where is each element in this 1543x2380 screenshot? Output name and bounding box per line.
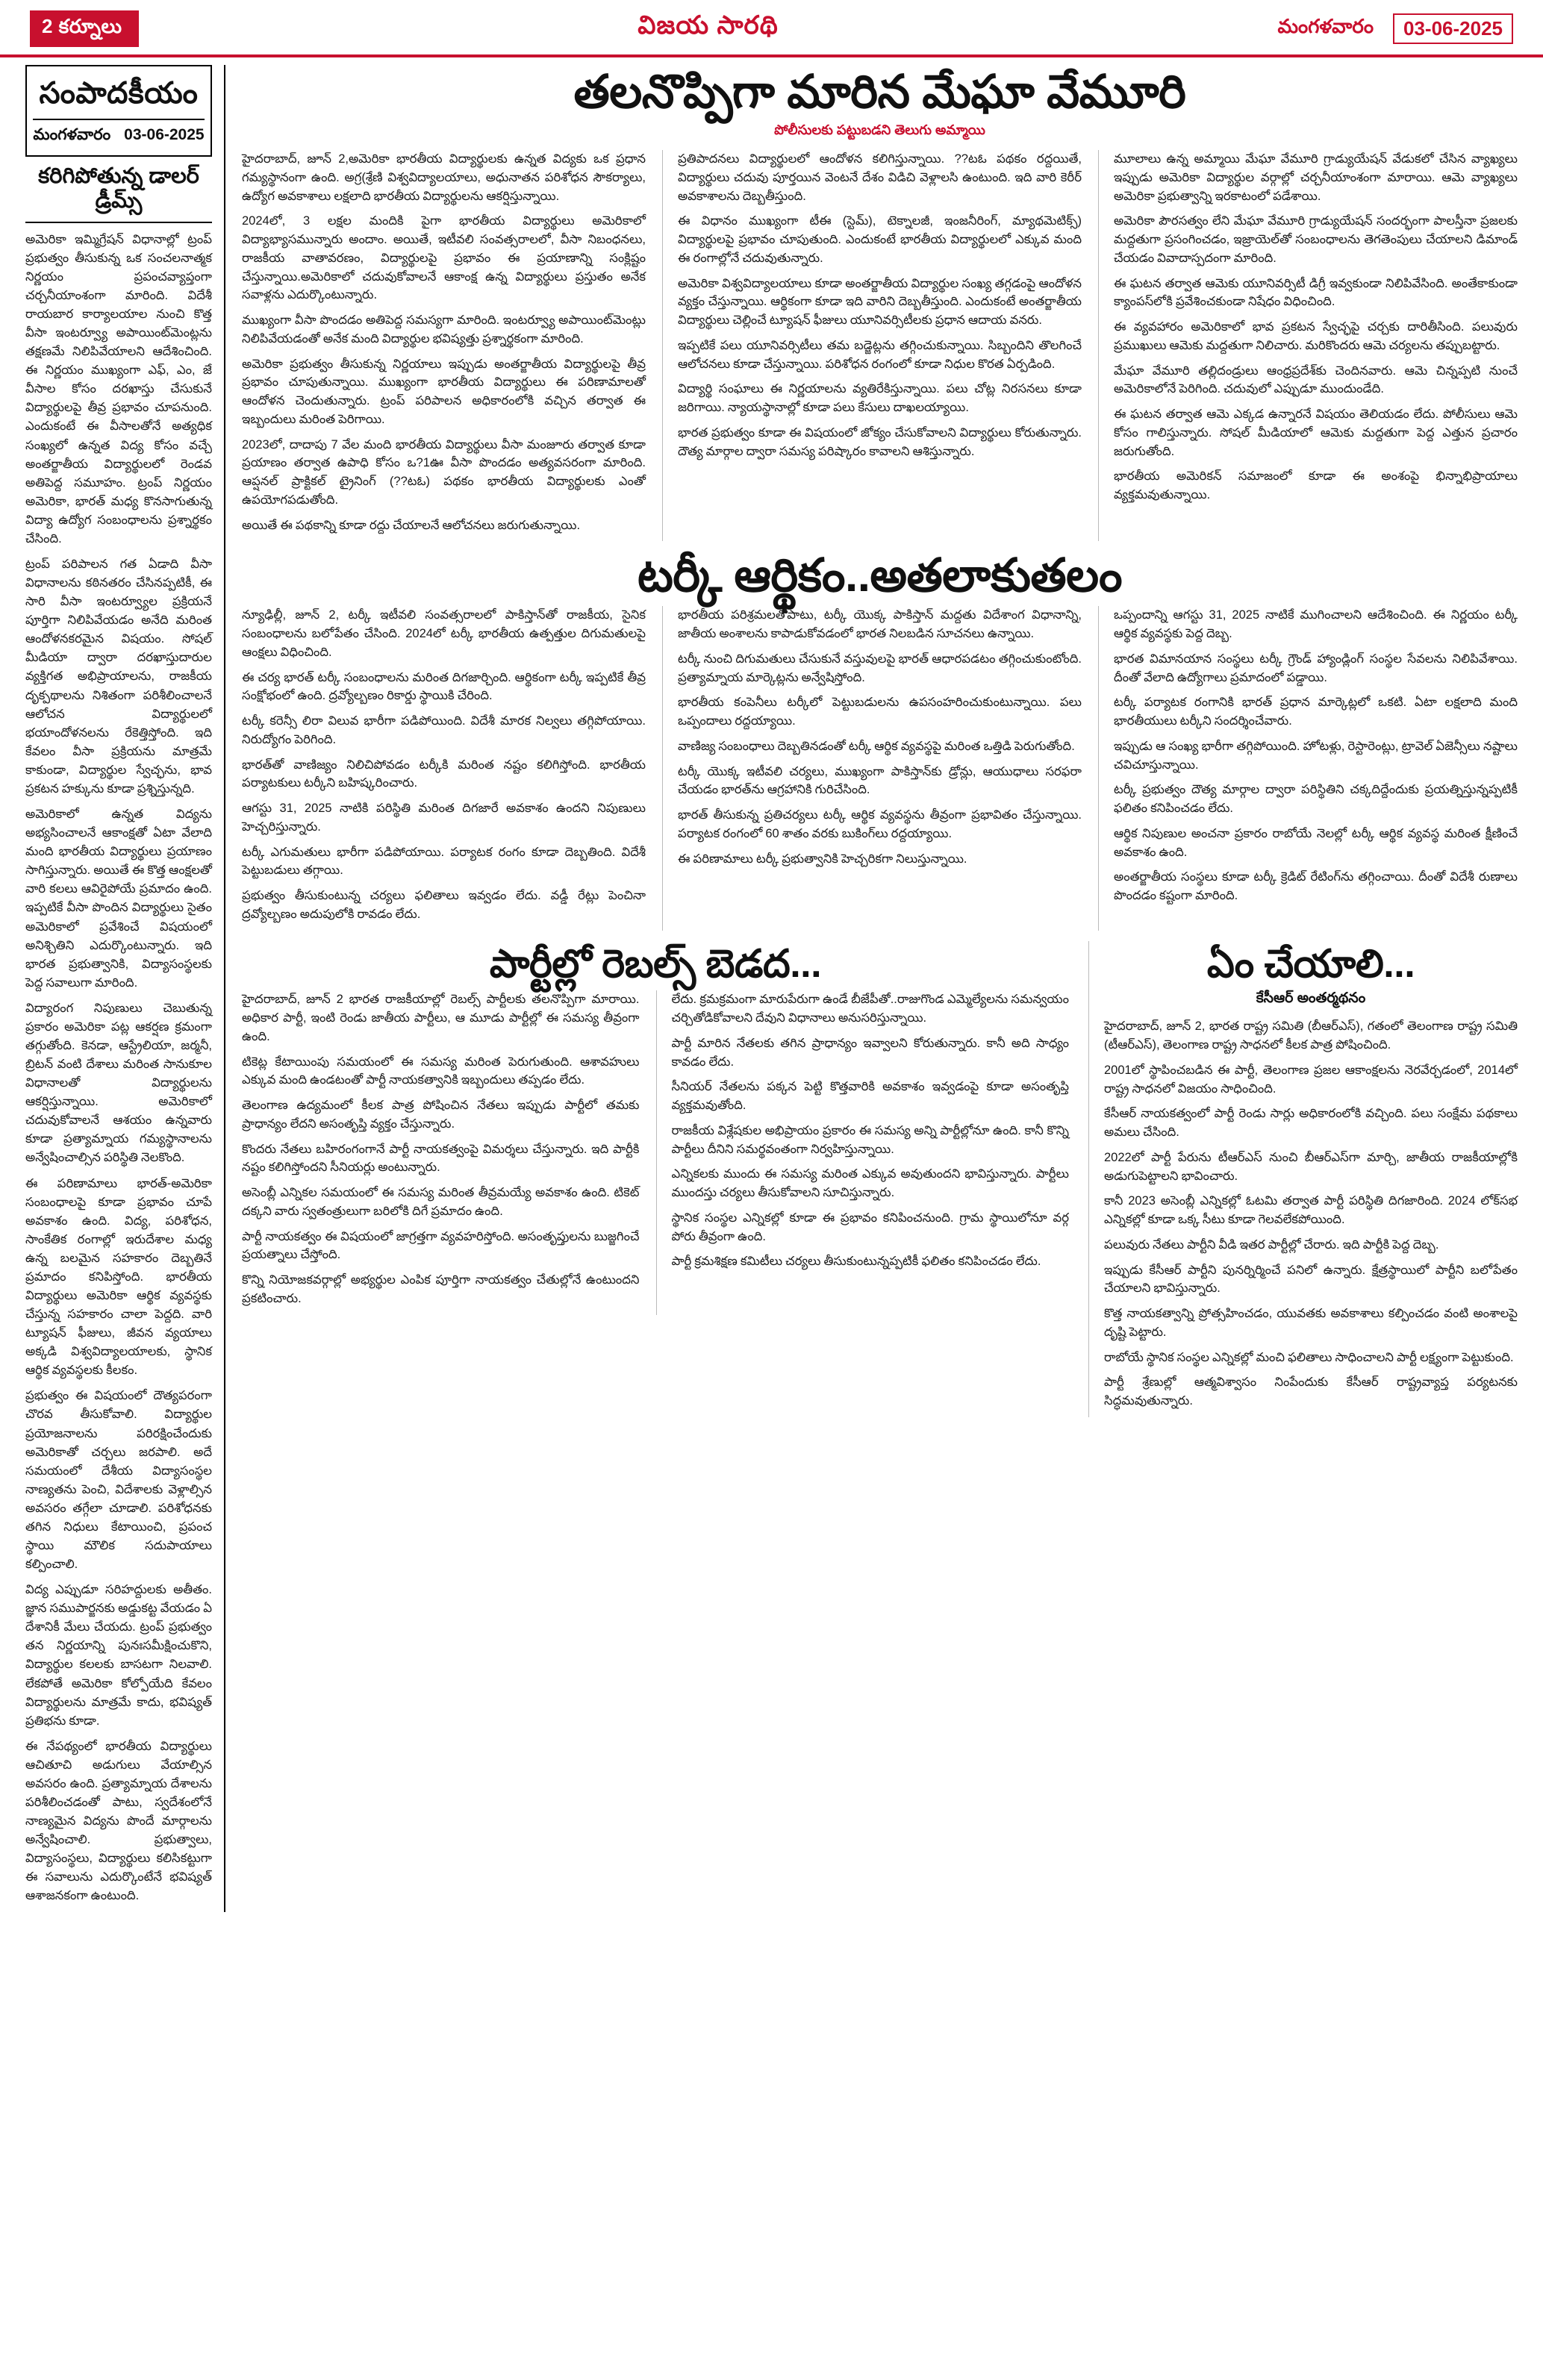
editorial-paragraph: ఈ పరిణామాలు భారత్‌-అమెరికా సంబంధాలపై కూడా ప్రభావం చూపే అవకాశం ఉంది. విద్య, పరిశోధన, సాంకేతిక రంగాల్లో ఇరుదేశాల మధ్య ఉన్న బలమైన సహకారం దెబ్బతినే ప్రమాదం కనిపిస్తోంది. భారతీయ విద్యార్థులు అమెరికా ఆర్థిక వ్యవస్థకు చేస్తున్న సహకారం చాలా పెద్దది. వారి ట్యూషన్ ఫీజులు, జీవన వ్యయాలు అక్కడి విశ్వవిద్యాలయాలకు, స్థానిక ఆర్థిక వ్యవస్థలకు కీలకం. xyxy=(25,1176,212,1378)
paragraph: 2022లో పార్టీ పేరును టీఆర్ఎస్ నుంచి బీఆర్ఎస్‌గా మార్చి, జాతీయ రాజకీయాల్లోకి అడుగుపెట్టాలని భావించారు. xyxy=(1104,1150,1518,1183)
masthead-date: 03-06-2025 xyxy=(1393,13,1513,44)
paragraph: విద్యార్థి సంఘాలు ఈ నిర్ణయాలను వ్యతిరేకిస్తున్నాయి. పలు చోట్ల నిరసనలు కూడా జరిగాయి. న్యాయస్థానాల్లో కూడా పలు కేసులు దాఖలయ్యాయి. xyxy=(678,382,1082,415)
paragraph: ముఖ్యంగా వీసా పొందడం అతిపెద్ద సమస్యగా మారింది. ఇంటర్వ్యూ అపాయింట్‌మెంట్లు నిలిపివేయడంతో అనేక మంది విద్యార్థుల భవిష్యత్తు ప్రశ్నార్థకంగా మారింది. xyxy=(242,313,646,346)
paragraph: టర్కీ కరెన్సీ లిరా విలువ భారీగా పడిపోయింది. విదేశీ మారక నిల్వలు తగ్గిపోయాయి. నిరుద్యోగం పెరిగింది. xyxy=(242,714,646,746)
paragraph: న్యూఢిల్లీ, జూన్ 2, టర్కీ ఇటీవలి సంవత్సరాలలో పాకిస్తాన్‌తో రాజకీయ, సైనిక సంబంధాలను బలోపేతం చేసింది. 2024లో టర్కీ భారతీయ ఉత్పత్తుల దిగుమతులపై ఆంక్షలు విధించింది. xyxy=(242,608,646,659)
paragraph: పార్టీ క్రమశిక్షణ కమిటీలు చర్యలు తీసుకుంటున్నప్పటికీ ఫలితం కనిపించడం లేదు. xyxy=(671,1255,1041,1269)
story4-headline: ఏం చేయాలి... xyxy=(1206,942,1415,986)
editorial-body xyxy=(25,231,212,1906)
editorial-date: 03-06-2025 xyxy=(124,126,205,143)
editorial-weekday: మంగళవారం xyxy=(33,126,111,143)
paragraph: టర్కీ ఎగుమతులు భారీగా పడిపోయాయి. పర్యాటక రంగం కూడా దెబ్బతింది. విదేశీ పెట్టుబడులు తగ్గాయి. xyxy=(242,845,646,878)
story1-column-1 xyxy=(242,150,646,541)
page-number-label: 2 కర్నూలు xyxy=(30,10,139,47)
story3-column-2 xyxy=(656,990,1070,1314)
story2-column-3 xyxy=(1098,606,1518,930)
paragraph: తెలంగాణ ఉద్యమంలో కీలక పాత్ర పోషించిన నేతలు ఇప్పుడు పార్టీలో తమకు ప్రాధాన్యం లేదని అసంతృప్తి వ్యక్తం చేస్తున్నారు. xyxy=(242,1099,640,1131)
paragraph: ఒప్పందాన్ని ఆగస్టు 31, 2025 నాటికే ముగించాలని ఆదేశించింది. ఈ నిర్ణయం టర్కీ ఆర్థిక వ్యవస్థకు పెద్ద దెబ్బ. xyxy=(1114,608,1518,641)
paragraph: ప్రభుత్వం తీసుకుంటున్న చర్యలు ఫలితాలు ఇవ్వడం లేదు. వడ్డీ రేట్లు పెంచినా ద్రవ్యోల్బణం అదుపులోకి రావడం లేదు. xyxy=(242,889,646,921)
paragraph: హైదరాబాద్, జూన్ 2 భారత రాజకీయాల్లో రెబల్స్ పార్టీలకు తలనొప్పిగా మారాయి. అధికార పార్టీ, ఇంటి రెండు జాతీయ పార్టీలు, ఆ మూడు పార్టీల్లో ఈ సమస్య తీవ్రంగా ఉంది. xyxy=(242,993,640,1043)
paragraph: ఆర్థిక నిపుణుల అంచనా ప్రకారం రాబోయే నెలల్లో టర్కీ ఆర్థిక వ్యవస్థ మరింత క్షీణించే అవకాశం ఉంది. xyxy=(1114,826,1518,859)
paragraph: భారత్‌తో వాణిజ్యం నిలిచిపోవడం టర్కీకి మరింత నష్టం కలిగిస్తోంది. భారతీయ పర్యాటకులు టర్కీని బహిష్కరించారు. xyxy=(242,758,646,790)
editorial-paragraph: అమెరికాలో ఉన్నత విద్యను అభ్యసించాలనే ఆకాంక్షతో ఏటా వేలాది మంది భారతీయ విద్యార్థులు ప్రయాణం సాగిస్తున్నారు. అయితే ఈ కొత్త ఆంక్షలతో వారి కలలు ఆవిరైపోయే ప్రమాదం ఉంది. ఇప్పటికే వీసా పొందిన విద్యార్థులు సైతం అమెరికాలో ప్రవేశించే విషయంలో అనిశ్చితిని ఎదుర్కొంటున్నారు. ఇది భారత ప్రభుత్వానికి, విద్యాసంస్థలకు పెద్ద సవాలుగా మారింది. xyxy=(25,808,212,990)
page-content xyxy=(0,57,1543,1934)
editorial-rail xyxy=(25,65,225,1912)
story3-column-1 xyxy=(242,990,640,1314)
main-column-area xyxy=(225,65,1518,1912)
paragraph: ఈ వ్యవహారం అమెరికాలో భావ ప్రకటన స్వేచ్ఛపై చర్చకు దారితీసింది. పలువురు ప్రముఖులు ఆమెకు మద్దతుగా నిలిచారు. మరికొందరు ఆమె చర్యలను తప్పుబట్టారు. xyxy=(1114,320,1518,352)
story-kcr xyxy=(1088,941,1518,1417)
paragraph: కానీ 2023 అసెంబ్లీ ఎన్నికల్లో ఓటమి తర్వాత పార్టీ పరిస్థితి దిగజారింది. 2024 లోక్‌సభ ఎన్నికల్లో కూడా ఒక్క సీటు కూడా గెలవలేకపోయింది. xyxy=(1104,1194,1518,1227)
paragraph: హైదరాబాద్, జూన్ 2,అమెరికా భారతీయ విద్యార్థులకు ఉన్నత విద్యకు ఒక ప్రధాన గమ్యస్థానంగా ఉంది. అగ్ర(శ్రేణి విశ్వవిద్యాలయాలు, అధునాతన పరిశోధన సౌకర్యాలు, ఉద్యోగ అవకాశాలు లక్షలాది భారతీయ విద్యార్థులను ఆకర్షిస్తున్నాయి. xyxy=(242,152,646,203)
paragraph: భారతీయ కంపెనీలు టర్కీలో పెట్టుబడులను ఉపసంహరించుకుంటున్నాయి. పలు ఒప్పందాలు రద్దయ్యాయి. xyxy=(678,696,1082,728)
story-turkey-economy xyxy=(242,552,1518,930)
paragraph: ఇప్పుడు కేసీఆర్ పార్టీని పునర్నిర్మించే పనిలో ఉన్నారు. క్షేత్రస్థాయిలో పార్టీని బలోపేతం చేయాలని భావిస్తున్నారు. xyxy=(1104,1263,1518,1296)
paragraph: కొందరు నేతలు బహిరంగంగానే పార్టీ నాయకత్వంపై విమర్శలు చేస్తున్నారు. ఇది పార్టీకి నష్టం కలిగిస్తోందని సీనియర్లు అంటున్నారు. xyxy=(242,1142,640,1175)
story1-columns xyxy=(242,150,1518,541)
editorial-masthead-box xyxy=(25,65,212,157)
paragraph: టర్కీ నుంచి దిగుమతులు చేసుకునే వస్తువులపై భారత్ ఆధారపడటం తగ్గించుకుంటోంది. ప్రత్యామ్నాయ మార్కెట్లను అన్వేషిస్తోంది. xyxy=(678,652,1082,684)
paragraph: హైదరాబాద్, జూన్ 2, భారత రాష్ట్ర సమితి (బీఆర్ఎస్), గతంలో తెలంగాణ రాష్ట్ర సమితి (టీఆర్ఎస్), తెలంగాణ రాష్ట్ర సాధనలో కీలక పాత్ర పోషించింది. xyxy=(1104,1019,1518,1052)
editorial-paragraph: విద్య ఎప్పుడూ సరిహద్దులకు అతీతం. జ్ఞాన సముపార్జనకు అడ్డుకట్ట వేయడం ఏ దేశానికీ మేలు చేయదు. ట్రంప్ ప్రభుత్వం తన నిర్ణయాన్ని పునఃసమీక్షించుకొని, విద్యార్థుల కలలకు బాసటగా నిలవాలి. లేకపోతే అమెరికా కోల్పోయేది కేవలం విద్యార్థులను మాత్రమే కాదు, భవిష్యత్ ప్రతిభను కూడా. xyxy=(25,1583,212,1728)
paragraph: ఈ చర్య భారత్‌ టర్కీ సంబంధాలను మరింత దిగజార్చింది. ఆర్థికంగా టర్కీ ఇప్పటికే తీవ్ర సంక్షోభంలో ఉంది. ద్రవ్యోల్బణం రికార్డు స్థాయికి చేరింది. xyxy=(242,670,646,703)
story4-column-1 xyxy=(1104,1017,1518,1411)
paragraph: రాజకీయ విశ్లేషకుల అభిప్రాయం ప్రకారం ఈ సమస్య అన్ని పార్టీల్లోనూ ఉంది. కానీ కొన్ని పార్టీలు దీనిని సమర్థవంతంగా నిర్వహిస్తున్నాయి. xyxy=(671,1123,1069,1156)
story-rebels xyxy=(242,941,1069,1417)
paragraph: ఇప్పటికే పలు యూనివర్సిటీలు తమ బడ్జెట్లను తగ్గించుకున్నాయి. సిబ్బందిని తొలగించే ఆలోచనలు కూడా చేస్తున్నాయి. పరిశోధన రంగంలో కూడా నిధుల కొరత ఏర్పడింది. xyxy=(678,338,1082,371)
bottom-stories xyxy=(242,941,1518,1417)
paragraph: అమెరికా ప్రభుత్వం తీసుకున్న నిర్ణయాలు ఇప్పుడు అంతర్జాతీయ విద్యార్థులపై తీవ్ర ప్రభావం చూపుతున్నాయి. ముఖ్యంగా భారతీయ విద్యార్థులు ఈ పరిణామాలతో ఆందోళన చెందుతున్నారు. ట్రంప్ పరిపాలన అధికారంలోకి వచ్చిన తర్వాత ఈ ఇబ్బందులు మరింత పెరిగాయి. xyxy=(242,357,646,426)
paragraph: అయితే ఈ పథకాన్ని కూడా రద్దు చేయాలనే ఆలోచనలు జరుగుతున్నాయి. xyxy=(242,518,581,532)
editorial-date-line xyxy=(33,126,205,148)
paragraph: పార్టీ నాయకత్వం ఈ విషయంలో జాగ్రత్తగా వ్యవహరిస్తోంది. అసంతృప్తులను బుజ్జగించే ప్రయత్నాలు చేస్తోంది. xyxy=(242,1229,640,1262)
paragraph: ఆగస్టు 31, 2025 నాటికి పరిస్థితి మరింత దిగజారే అవకాశం ఉందని నిపుణులు హెచ్చరిస్తున్నారు. xyxy=(242,802,646,834)
editorial-paragraph: ట్రంప్ పరిపాలన గత ఏడాది వీసా విధానాలను కఠినతరం చేసినప్పటికీ, ఈ సారి వీసా ఇంటర్వ్యూల ప్రక్రియనే పూర్తిగా నిలిపివేయడం అనేది మరింత ఆందోళనకరమైన విషయం. సోషల్ మీడియా ద్వారా దరఖాస్తుదారుల వ్యక్తిగత అభిప్రాయాలను, రాజకీయ దృక్పథాలను నిశితంగా పరిశీలించాలనే ఆలోచన విద్యార్థులలో భయాందోళనలను రేకెత్తిస్తోంది. ఇది కేవలం వీసా ప్రక్రియను మాత్రమే కాకుండా, విద్యార్థుల స్వేచ్ఛను, భావ ప్రకటన హక్కును కూడా ప్రశ్నిస్తున్నది. xyxy=(25,557,212,796)
paragraph: కేసీఆర్ నాయకత్వంలో పార్టీ రెండు సార్లు అధికారంలోకి వచ్చింది. పలు సంక్షేమ పథకాలు అమలు చేసింది. xyxy=(1104,1107,1518,1140)
paragraph: భారత ప్రభుత్వం కూడా ఈ విషయంలో జోక్యం చేసుకోవాలని విద్యార్థులు కోరుతున్నారు. దౌత్య మార్గాల ద్వారా సమస్య పరిష్కారం కావాలని ఆశిస్తున్నారు. xyxy=(678,425,1082,458)
paragraph: ఈ విధానం ముఖ్యంగా టీఈ (స్టెమ్), టెక్నాలజీ, ఇంజనీరింగ్, మ్యాథమెటిక్స్) విద్యార్థులపై ప్రభావం చూపుతుంది. ఎందుకంటే భారతీయ విద్యార్థులలో ఎక్కువ మంది ఈ రంగాల్లోనే చదువుతున్నారు. xyxy=(678,214,1082,265)
paragraph: ఈ ఘటన తర్వాత ఆమె ఎక్కడ ఉన్నారనే విషయం తెలియడం లేదు. పోలీసులు ఆమె కోసం గాలిస్తున్నారు. సోషల్ మీడియాలో ఆమెకు మద్దతుగా పెద్ద ఎత్తున ప్రచారం జరుగుతోంది. xyxy=(1114,407,1518,458)
paragraph: రాబోయే స్థానిక సంస్థల ఎన్నికల్లో మంచి ఫలితాలు సాధించాలని పార్టీ లక్ష్యంగా పెట్టుకుంది. xyxy=(1104,1350,1514,1364)
paragraph: సీనియర్ నేతలను పక్కన పెట్టి కొత్తవారికి అవకాశం ఇవ్వడంపై కూడా అసంతృప్తి వ్యక్తమవుతోంది. xyxy=(671,1080,1069,1113)
paragraph: ప్రతిపాదనలు విద్యార్థులలో ఆందోళన కలిగిస్తున్నాయి. ??టఓ పథకం రద్దయితే, విద్యార్థులు చదువు పూర్తయిన వెంటనే దేశం విడిచి వెళ్లాలసి ఉంటుంది. ఇది వారి కెరీర్ అవకాశాలను దెబ్బతీస్తుంది. xyxy=(678,152,1082,203)
paragraph: కొత్త నాయకత్వాన్ని ప్రోత్సహించడం, యువతకు అవకాశాలు కల్పించడం వంటి అంశాలపై దృష్టి పెట్టారు. xyxy=(1104,1307,1518,1339)
paragraph: లేదు. క్రమక్రమంగా మారుపేరుగా ఉండే బీజేపీతో..రాజుగొండ ఎమ్మెల్యేలను సమన్వయం చర్చితోడికోవాలని దేవుని విధానాలు అనుసరిస్తున్నాయి. xyxy=(671,993,1069,1025)
paragraph: మేఘా వేమూరి తల్లిదండ్రులు ఆంధ్రప్రదేశ్‌కు చెందినవారు. ఆమె చిన్నప్పటి నుంచే అమెరికాలోనే పెరిగింది. చదువులో ఎప్పుడూ ముందుండేది. xyxy=(1114,363,1518,396)
paragraph: కొన్ని నియోజకవర్గాల్లో అభ్యర్థుల ఎంపిక పూర్తిగా నాయకత్వం చేతుల్లోనే ఉంటుందని ప్రకటించారు. xyxy=(242,1273,640,1305)
divider xyxy=(33,119,205,120)
paragraph: ఈ ఘటన తర్వాత ఆమెకు యూనివర్సిటీ డిగ్రీ ఇవ్వకుండా నిలిపివేసింది. అంతేకాకుండా క్యాంపస్‌లోకి ప్రవేశించకుండా నిషేధం విధించింది. xyxy=(1114,276,1518,309)
paragraph: అమెరికా పౌరసత్వం లేని మేఘా వేమూరి గ్రాడ్యుయేషన్ సందర్భంగా పాలస్తీనా ప్రజలకు మద్దతుగా ప్రసంగించడం, ఇజ్రాయెల్‌తో సంబంధాలను తెగతెంపులు చేయాలని డిమాండ్ చేయడం వివాదాస్పదంగా మారింది. xyxy=(1114,214,1518,265)
paragraph: భారత విమానయాన సంస్థలు టర్కీ గ్రౌండ్ హ్యాండ్లింగ్ సంస్థల సేవలను నిలిపివేశాయి. దీంతో వేలాది ఉద్యోగాలు ప్రమాదంలో పడ్డాయి. xyxy=(1114,652,1518,684)
paragraph: భారతీయ పరిశ్రమలతోపాటు, టర్కీ యొక్క పాకిస్తాన్ మద్దతు విదేశాంగ విధానాన్ని, జాతీయ అంశాలను కాపాడుకోవడంలో భారత నిలబడిన సూచనలు ఉన్నాయి. xyxy=(678,608,1082,641)
editorial-title: సంపాదకీయం xyxy=(39,77,199,110)
story1-column-3 xyxy=(1098,150,1518,541)
paragraph: పార్టీ మారిన నేతలకు తగిన ప్రాధాన్యం ఇవ్వాలని కోరుతున్నారు. కానీ అది సాధ్యం కావడం లేదు. xyxy=(671,1036,1069,1069)
paragraph: స్థానిక సంస్థల ఎన్నికల్లో కూడా ఈ ప్రభావం కనిపించనుంది. గ్రామ స్థాయిలోనూ వర్గ పోరు తీవ్రంగా ఉంది. xyxy=(671,1211,1069,1243)
paragraph: ఎన్నికలకు ముందు ఈ సమస్య మరింత ఎక్కువ అవుతుందని భావిస్తున్నారు. పార్టీలు ముందస్తు చర్యలు తీసుకోవాలని సూచిస్తున్నారు. xyxy=(671,1167,1069,1200)
story3-columns xyxy=(242,990,1069,1314)
paragraph: అంతర్జాతీయ సంస్థలు కూడా టర్కీ క్రెడిట్ రేటింగ్‌ను తగ్గించాయి. దీంతో విదేశీ రుణాలు పొందడం కష్టంగా మారింది. xyxy=(1114,870,1518,903)
editorial-paragraph: ఈ నేపథ్యంలో భారతీయ విద్యార్థులు ఆచితూచి అడుగులు వేయాల్సిన అవసరం ఉంది. ప్రత్యామ్నాయ దేశాలను పరిశీలించడంతో పాటు, స్వదేశంలోనే నాణ్యమైన విద్యను పొందే మార్గాలను అన్వేషించాలి. ప్రభుత్వాలు, విద్యాసంస్థలు, విద్యార్థులు కలిసికట్టుగా ఈ సవాలును ఎదుర్కొంటేనే భవిష్యత్ ఆశాజనకంగా ఉంటుంది. xyxy=(25,1739,212,1903)
paragraph: భారత్ తీసుకున్న ప్రతిచర్యలు టర్కీ ఆర్థిక వ్యవస్థను తీవ్రంగా ప్రభావితం చేస్తున్నాయి. పర్యాటక రంగంలో 60 శాతం వరకు బుకింగ్‌లు రద్దయ్యాయి. xyxy=(678,808,1082,840)
story3-headline: పార్టీల్లో రెబల్స్ బెడద... xyxy=(489,942,822,986)
paragraph: టర్కీ పర్యాటక రంగానికి భారత్ ప్రధాన మార్కెట్లలో ఒకటి. ఏటా లక్షలాది మంది భారతీయులు టర్కీని సందర్శించేవారు. xyxy=(1114,696,1518,728)
masthead-date-group xyxy=(1278,13,1513,44)
story4-byline: కేసీఆర్ అంతర్మథనం xyxy=(1256,990,1366,1007)
paragraph: 2024లో, 3 లక్షల మందికి పైగా భారతీయ విద్యార్థులు అమెరికాలో విద్యాభ్యాసమున్నారు అందాం. అయితే, ఇటీవలి సంవత్సరాలలో, వీసా నిబంధనలు, రాజకీయ వాతావరణం, విద్యార్థులపై ప్రభావం ఈ ప్రయాణాన్ని సంక్లిష్టం చేస్తున్నాయి.అమెరికాలో చదువుకోవాలనే ఆకాంక్ష ఉన్న విద్యార్థులు ప్రస్తుతం అనేక సవాళ్లను ఎదుర్కొంటున్నారు. xyxy=(242,214,646,302)
paragraph: టర్కీ ప్రభుత్వం దౌత్య మార్గాల ద్వారా పరిస్థితిని చక్కదిద్దేందుకు ప్రయత్నిస్తున్నప్పటికీ ఫలితం కనిపించడం లేదు. xyxy=(1114,783,1518,816)
paragraph: భారతీయ అమెరికన్ సమాజంలో కూడా ఈ అంశంపై భిన్నాభిప్రాయాలు వ్యక్తమవుతున్నాయి. xyxy=(1114,469,1518,502)
editorial-paragraph: ప్రభుత్వం ఈ విషయంలో దౌత్యపరంగా చొరవ తీసుకోవాలి. విద్యార్థుల ప్రయోజనాలను పరిరక్షించేందుకు అమెరికాతో చర్చలు జరపాలి. అదే సమయంలో దేశీయ విద్యాసంస్థల నాణ్యతను పెంచి, విదేశాలకు వెళ్లాల్సిన అవసరం తగ్గేలా చూడాలి. పరిశోధనకు తగిన నిధులు కేటాయించి, ప్రపంచ స్థాయి మౌలిక సదుపాయాలు కల్పించాలి. xyxy=(25,1389,212,1572)
story2-column-1 xyxy=(242,606,646,930)
editorial-headline: కరిగిపోతున్న డాలర్ డ్రీమ్స్ xyxy=(25,164,212,223)
paragraph: అసెంబ్లీ ఎన్నికల సమయంలో ఈ సమస్య మరింత తీవ్రమయ్యే అవకాశం ఉంది. టికెట్ దక్కని వారు స్వతంత్రులుగా బరిలోకి దిగే ప్రమాదం ఉంది. xyxy=(242,1186,640,1218)
paragraph: ఈ పరిణామాలు టర్కీ ప్రభుత్వానికి హెచ్చరికగా నిలుస్తున్నాయి. xyxy=(678,852,967,866)
story-megha-vemuri xyxy=(242,68,1518,541)
story2-columns xyxy=(242,606,1518,930)
paragraph: పార్టీ శ్రేణుల్లో ఆత్మవిశ్వాసం నింపేందుకు కేసీఆర్ రాష్ట్రవ్యాప్త పర్యటనకు సిద్ధమవుతున్నారు. xyxy=(1104,1375,1518,1408)
paragraph: టర్కీ యొక్క ఇటీవలి చర్యలు, ముఖ్యంగా పాకిస్తాన్‌కు డ్రోన్లు, ఆయుధాలు సరఫరా చేయడం భారత్‌ను ఆగ్రహానికి గురిచేసింది. xyxy=(678,764,1082,797)
editorial-paragraph: విద్యారంగ నిపుణులు చెబుతున్న ప్రకారం అమెరికా పట్ల ఆకర్షణ క్రమంగా తగ్గుతోంది. కెనడా, ఆస్ట్రేలియా, జర్మనీ, బ్రిటన్ వంటి దేశాలు మరింత సానుకూల విధానాలతో విద్యార్థులను ఆకర్షిస్తున్నాయి. అమెరికాలో చదువుకోవాలనే ఆశయం ఉన్నవారు కూడా ప్రత్యామ్నాయ గమ్యస్థానాలను అన్వేషించాల్సిన పరిస్థితి నెలకొంది. xyxy=(25,1001,212,1165)
paragraph: పలువురు నేతలు పార్టీని వీడి ఇతర పార్టీల్లో చేరారు. ఇది పార్టీకి పెద్ద దెబ్బ. xyxy=(1104,1237,1439,1252)
paper-name: విజయ సారథి xyxy=(638,11,779,40)
paragraph: మూలాలు ఉన్న అమ్మాయి మేఘా వేమూరి గ్రాడ్యుయేషన్ వేడుకలో చేసిన వ్యాఖ్యలు ఇప్పుడు అమెరికా విద్యార్థుల వర్గాల్లో చర్చనీయాంశంగా మారాయి. ఆమె వ్యాఖ్యలు అమెరికా ప్రభుత్వాన్ని ఇరకాటంలో పడేశాయి. xyxy=(1114,152,1518,203)
editorial-paragraph: అమెరికా ఇమ్మిగ్రేషన్ విధానాల్లో ట్రంప్ ప్రభుత్వం తీసుకున్న ఒక సంచలనాత్మక నిర్ణయం ప్రపంచవ్యాప్తంగా చర్చనీయాంశంగా మారింది. విదేశీ రాయబార కార్యాలయాల నుంచి కొత్త వీసా ఇంటర్వ్యూ అపాయింట్‌మెంట్లను తక్షణమే నిలిపివేయాలని ఆదేశించింది. ఈ నిర్ణయం ముఖ్యంగా ఎఫ్, ఎం, జే వీసాల కోసం దరఖాస్తు చేసుకునే విద్యార్థులపై తీవ్ర ప్రభావం చూపనుంది. ఎందుకంటే ఈ వీసాలతోనే అత్యధిక సంఖ్యలో ఉన్నత విద్య కోసం వచ్చే అంతర్జాతీయ విద్యార్థులలో రెండవ అతిపెద్ద సమూహం. ట్రంప్ నిర్ణయం అమెరికా, భారత్ మధ్య కొనసాగుతున్న విద్యా ఉద్యోగ సంబంధాలను ప్రశ్నార్థకం చేసింది. xyxy=(25,232,212,546)
story1-column-2 xyxy=(662,150,1082,541)
story2-column-2 xyxy=(662,606,1082,930)
story2-headline: టర్కీ ఆర్థికం..అతలాకుతలం xyxy=(637,550,1123,602)
paragraph: అమెరికా విశ్వవిద్యాలయాలు కూడా అంతర్జాతీయ విద్యార్థుల సంఖ్య తగ్గడంపై ఆందోళన వ్యక్తం చేస్తున్నాయి. ఆర్థికంగా కూడా ఇది వారిని దెబ్బతీస్తుంది. ఎందుకంటే అంతర్జాతీయ విద్యార్థులు చెల్లించే ట్యూషన్ ఫీజులు యూనివర్సిటీలకు ప్రధాన ఆదాయ వనరు. xyxy=(678,276,1082,328)
paragraph: వాణిజ్య సంబంధాలు దెబ్బతినడంతో టర్కీ ఆర్థిక వ్యవస్థపై మరింత ఒత్తిడి పెరుగుతోంది. xyxy=(678,739,1075,753)
story1-headline: తలనొప్పిగా మారిన మేఘా వేమూరి xyxy=(573,66,1186,118)
paragraph: టికెట్ల కేటాయింపు సమయంలో ఈ సమస్య మరింత పెరుగుతుంది. ఆశావహులు ఎక్కువ మంది ఉండటంతో పార్టీ నాయకత్వానికి ఇబ్బందులు తప్పడం లేదు. xyxy=(242,1055,640,1087)
masthead-weekday: మంగళవారం xyxy=(1277,15,1374,37)
paragraph: 2023లో, దాదాపు 7 వేల మంది భారతీయ విద్యార్థులు వీసా మంజూరు తర్వాత కూడా ప్రయాణం తర్వాత ఉపాధి కోసం ఒ?1ఊ వీసా పొందడం అత్యవసరంగా మారింది. ఆప్షనల్ ప్రాక్టికల్ ట్రైనింగ్ (??టఓ) పథకం భారతీయ విద్యార్థులకు ఎంతో ఉపయోగపడుతోంది. xyxy=(242,437,646,507)
story1-subhead: పోలీసులకు పట్టుబడని తెలుగు అమ్మాయి xyxy=(774,122,985,138)
paragraph: 2001లో స్థాపించబడిన ఈ పార్టీ, తెలంగాణ ప్రజల ఆకాంక్షలను నెరవేర్చడంలో, 2014లో రాష్ట్ర సాధనలో విజయం సాధించింది. xyxy=(1104,1063,1518,1096)
paragraph: ఇప్పుడు ఆ సంఖ్య భారీగా తగ్గిపోయింది. హోటళ్లు, రెస్టారెంట్లు, ట్రావెల్ ఏజెన్సీలు నష్టాలు చవిచూస్తున్నాయి. xyxy=(1114,739,1518,772)
masthead xyxy=(0,0,1543,57)
